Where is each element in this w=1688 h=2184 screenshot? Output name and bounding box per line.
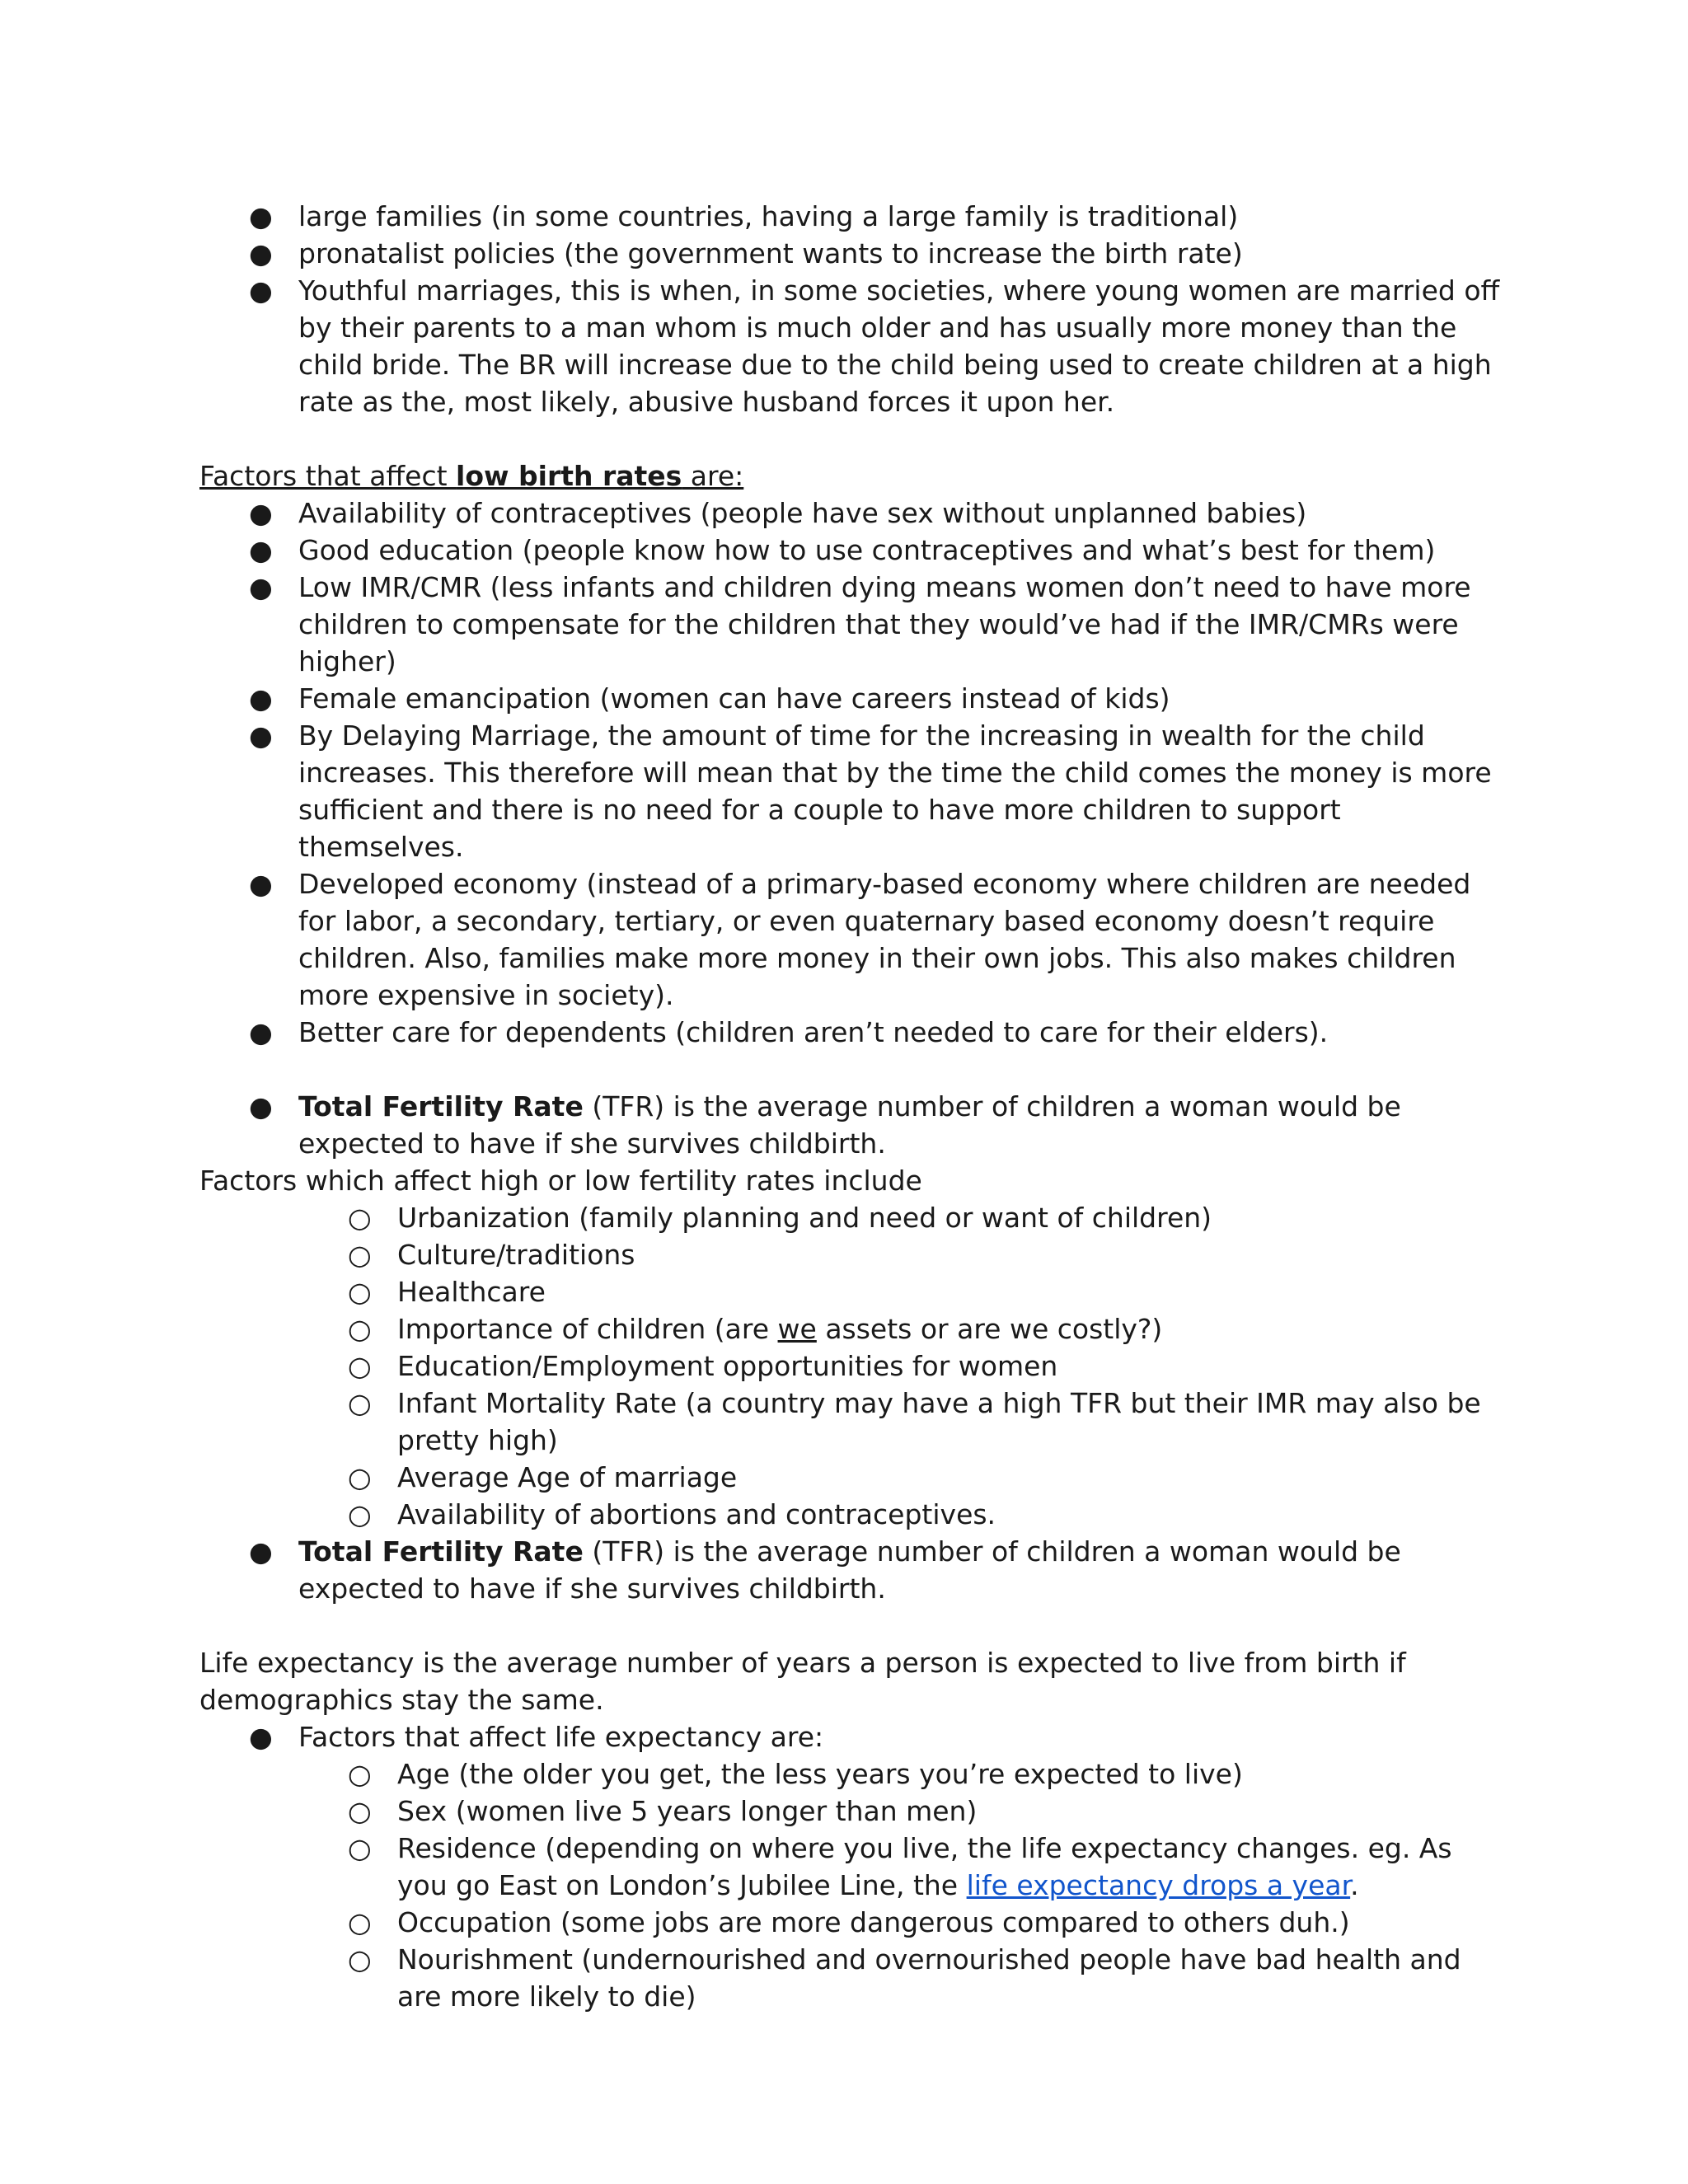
sub-list-item-text: Availability of abortions and contraceptives.: [397, 1498, 996, 1530]
importance-underlined: we: [777, 1313, 817, 1345]
tfr-term: Total Fertility Rate: [298, 1535, 584, 1568]
sub-list-item-text: Urbanization (family planning and need or want of children): [397, 1202, 1212, 1234]
sub-list-item: [199, 1496, 1502, 1533]
sub-list-item: [199, 1793, 1502, 1830]
sub-list-item: [199, 1199, 1502, 1236]
sub-list-item-text: Age (the older you get, the less years you’re expected to live): [397, 1758, 1243, 1790]
life-expectancy-list: [199, 1718, 1502, 1755]
tfr-definition: (TFR) is the average number of children a woman would be expected to have if she survives childbirth.: [298, 1535, 1401, 1605]
heading-pre: Factors that affect: [199, 460, 457, 492]
bullet-icon: ●: [249, 237, 273, 269]
list-item: [199, 235, 1502, 272]
sub-list-item-text: Culture/traditions: [397, 1239, 635, 1271]
circle-bullet-icon: ○: [348, 1313, 372, 1345]
residence-pre: Residence (depending on where you live, the life expectancy changes. eg. As you go East on London’s Jubilee Line, the: [397, 1832, 1452, 1901]
bullet-icon: ●: [249, 719, 273, 752]
sub-list-item: [199, 1310, 1502, 1347]
circle-bullet-icon: ○: [348, 1795, 372, 1827]
tfr-definition-list-repeat: [199, 1533, 1502, 1607]
circle-bullet-icon: ○: [348, 1350, 372, 1382]
life-expectancy-definition: Life expectancy is the average number of years a person is expected to live from birth if demographics stay the same.: [199, 1647, 1406, 1716]
sub-list-item: [199, 1236, 1502, 1273]
list-item: [199, 865, 1502, 1014]
sub-list-item: [199, 1755, 1502, 1793]
low-birth-rate-list: [199, 494, 1502, 1051]
bullet-icon: ●: [249, 534, 273, 566]
list-item-text: Developed economy (instead of a primary-based economy where children are needed for labor, a secondary, tertiary, or even quaternary based economy doesn’t require children. Also, families make more money in their own jobs. This also makes children more expensive in society).: [298, 868, 1471, 1011]
circle-bullet-icon: ○: [348, 1906, 372, 1938]
list-item: [199, 680, 1502, 717]
list-item: [199, 1533, 1502, 1607]
importance-post: assets or are we costly?): [816, 1313, 1163, 1345]
bullet-icon: ●: [249, 200, 273, 232]
circle-bullet-icon: ○: [348, 1239, 372, 1271]
list-item: [199, 569, 1502, 680]
tfr-definition: (TFR) is the average number of children a woman would be expected to have if she survives childbirth.: [298, 1090, 1401, 1160]
high-birth-rate-list: [199, 198, 1502, 420]
sub-list-item: [199, 1347, 1502, 1385]
list-item: [199, 1088, 1502, 1162]
circle-bullet-icon: ○: [348, 1758, 372, 1790]
list-item: [199, 1014, 1502, 1051]
bullet-icon: ●: [249, 274, 273, 307]
fertility-factors-list: [199, 1199, 1502, 1533]
bullet-icon: ●: [249, 1090, 273, 1122]
bullet-icon: ●: [249, 571, 273, 603]
sub-list-item-text: Infant Mortality Rate (a country may have a high TFR but their IMR may also be pretty high): [397, 1387, 1481, 1456]
list-item-text: Low IMR/CMR (less infants and children dying means women don’t need to have more children to compensate for the children that they would’ve had if the IMR/CMRs were higher): [298, 571, 1471, 677]
sub-list-item: [199, 1459, 1502, 1496]
list-item: [199, 717, 1502, 865]
bullet-icon: ●: [249, 682, 273, 715]
heading-bold: low birth rates: [456, 460, 682, 492]
circle-bullet-icon: ○: [348, 1202, 372, 1234]
list-item: [199, 272, 1502, 420]
circle-bullet-icon: ○: [348, 1276, 372, 1308]
document-page: [199, 198, 1502, 2015]
circle-bullet-icon: ○: [348, 1832, 372, 1864]
low-birth-rate-heading: [199, 457, 1502, 494]
list-item-text: Factors that affect life expectancy are:: [298, 1721, 824, 1753]
list-item: [199, 198, 1502, 235]
list-item-text: Youthful marriages, this is when, in some societies, where young women are married off by their parents to a man whom is much older and has usually more money than the child bride. The BR will increase due to the child being used to create children at a high rate as the, most likely, abusive husband forces it upon her.: [298, 274, 1500, 418]
life-expectancy-link[interactable]: life expectancy drops a year: [966, 1869, 1351, 1901]
sub-list-item: [199, 1273, 1502, 1310]
sub-list-item-text: Average Age of marriage: [397, 1461, 738, 1493]
circle-bullet-icon: ○: [348, 1387, 372, 1419]
circle-bullet-icon: ○: [348, 1498, 372, 1530]
sub-list-item-text: Sex (women live 5 years longer than men): [397, 1795, 978, 1827]
circle-bullet-icon: ○: [348, 1461, 372, 1493]
sub-list-item: [199, 1904, 1502, 1941]
list-item: [199, 1718, 1502, 1755]
list-item-text: large families (in some countries, having a large family is traditional): [298, 200, 1239, 232]
sub-list-item-text: Nourishment (undernourished and overnourished people have bad health and are more likely to die): [397, 1943, 1461, 2013]
list-item-text: Availability of contraceptives (people have sex without unplanned babies): [298, 497, 1307, 529]
bullet-icon: ●: [249, 1016, 273, 1048]
list-item: [199, 532, 1502, 569]
importance-pre: Importance of children (are: [397, 1313, 778, 1345]
heading-post: are:: [682, 460, 744, 492]
list-item-text: By Delaying Marriage, the amount of time for the increasing in wealth for the child increases. This therefore will mean that by the time the child comes the money is more sufficient and there is no need for a couple to have more children to support themselves.: [298, 719, 1492, 863]
list-item-text: Better care for dependents (children aren’t needed to care for their elders).: [298, 1016, 1329, 1048]
list-item: [199, 494, 1502, 532]
sub-list-item-text: Occupation (some jobs are more dangerous compared to others duh.): [397, 1906, 1350, 1938]
list-item-text: Female emancipation (women can have careers instead of kids): [298, 682, 1170, 715]
circle-bullet-icon: ○: [348, 1943, 372, 1975]
sub-list-item: [199, 1830, 1502, 1904]
list-item-text: pronatalist policies (the government wants to increase the birth rate): [298, 237, 1243, 269]
tfr-definition-list: [199, 1088, 1502, 1162]
fertility-factors-intro: Factors which affect high or low fertility rates include: [199, 1165, 922, 1197]
residence-post: .: [1350, 1869, 1359, 1901]
list-item-text: Good education (people know how to use contraceptives and what’s best for them): [298, 534, 1436, 566]
bullet-icon: ●: [249, 868, 273, 900]
tfr-term: Total Fertility Rate: [298, 1090, 584, 1122]
sub-list-item: [199, 1941, 1502, 2015]
sub-list-item-text: Healthcare: [397, 1276, 546, 1308]
bullet-icon: ●: [249, 1721, 273, 1753]
sub-list-item-text: Education/Employment opportunities for women: [397, 1350, 1058, 1382]
sub-list-item: [199, 1385, 1502, 1459]
bullet-icon: ●: [249, 497, 273, 529]
life-expectancy-factors-list: [199, 1755, 1502, 2015]
bullet-icon: ●: [249, 1535, 273, 1568]
